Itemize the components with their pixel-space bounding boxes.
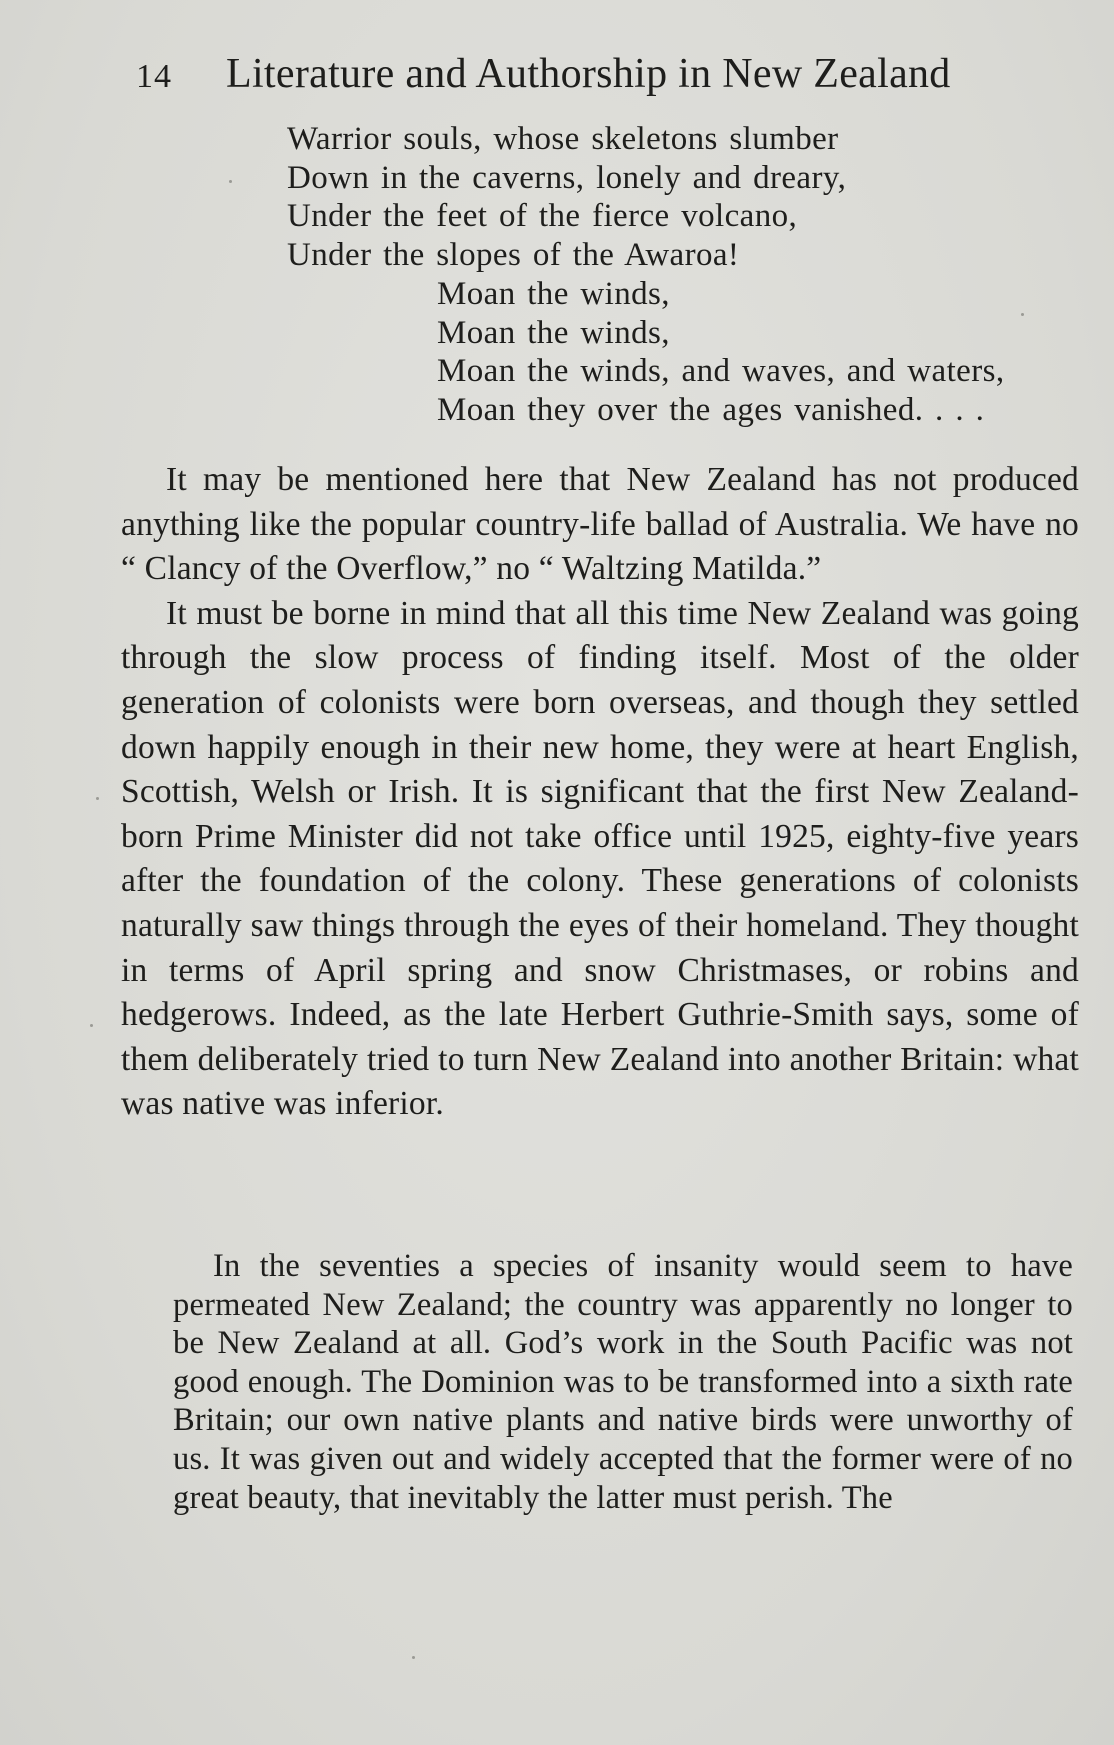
paper-speck: [1021, 313, 1024, 316]
poem-line: Down in the caverns, lonely and dreary,: [287, 159, 847, 196]
running-head: [136, 50, 1016, 110]
poem-line: Warrior souls, whose skeletons slumber: [287, 121, 839, 157]
paper-speck: [96, 797, 99, 800]
poem-line: Moan the winds,: [437, 314, 670, 351]
poem-line: Moan they over the ages vanished. . . .: [437, 391, 985, 428]
poem-line: Moan the winds, and waves, and waters,: [437, 353, 1005, 390]
block-quote: [173, 1247, 1073, 1517]
running-title: Literature and Authorship in New Zealand: [226, 51, 951, 97]
paper-speck: [229, 180, 232, 183]
poem-line: Under the feet of the fierce volcano,: [287, 198, 798, 235]
body-paragraph: It must be borne in mind that all this time New Zealand was going through the slow process of finding itself. Most of the older generation of colonists were born overseas, and though they settled down happily enough in their new home, they were at heart English, Scottish, Welsh or Irish. It is significant that the first New Zealand-born Prime Minister did not take office until 1925, eighty-five years after the foundation of the colony. These generations of colonists naturally saw things through the eyes of their homeland. They thought in terms of April spring and snow Christmases, or robins and hedgerows. Indeed, as the late Herbert Guthrie-Smith says, some of them deliberately tried to turn New Zealand into another Britain: what was native was inferior.: [121, 594, 1079, 1123]
paper-speck: [412, 1656, 415, 1659]
body-paragraph: It may be mentioned here that New Zealand has not produced anything like the popular country-life ballad of Australia. We have no “ Clancy of the Overflow,” no “ Waltzing Matilda.”: [121, 461, 1079, 588]
poem-line: Under the slopes of the Awaroa!: [287, 237, 740, 274]
paper-speck: [90, 1024, 93, 1027]
page-number: 14: [136, 58, 172, 95]
quote-paragraph: In the seventies a species of insanity would seem to have permeated New Zealand; the country was apparently no longer to be New Zealand at all. God’s work in the South Pacific was not good enough. The Dominion was to be transformed into a sixth rate Britain; our own native plants and native birds were unworthy of us. It was given out and widely accepted that the former were of no great beauty, that inevitably the latter must perish. The: [173, 1248, 1073, 1516]
poem-excerpt: [287, 120, 1077, 430]
body-text: [121, 458, 1079, 1127]
poem-line: Moan the winds,: [437, 275, 670, 312]
